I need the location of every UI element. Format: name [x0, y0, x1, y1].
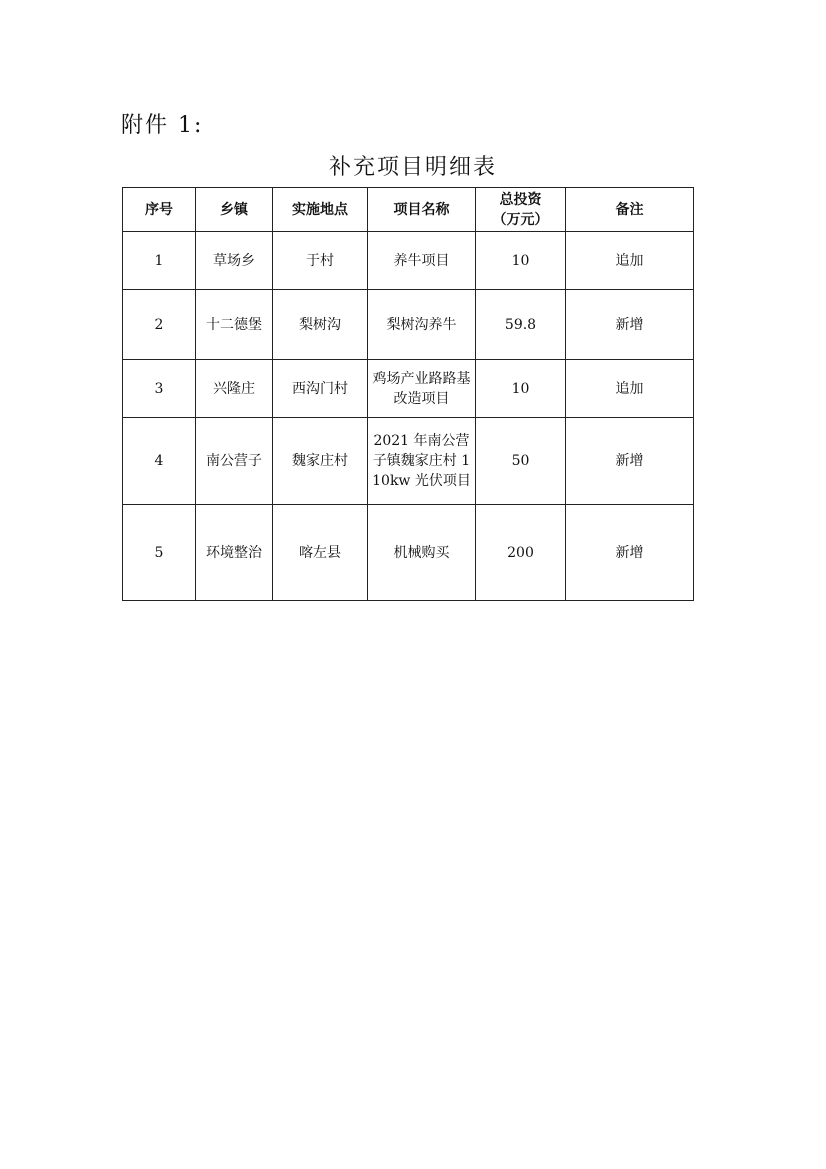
cell-project-name: 鸡场产业路路基改造项目	[368, 360, 476, 418]
cell-investment: 50	[476, 418, 566, 505]
header-investment-line1: 总投资	[499, 191, 542, 208]
cell-site: 梨树沟	[273, 290, 368, 360]
header-no: 序号	[123, 188, 196, 232]
cell-project-name: 养牛项目	[368, 232, 476, 290]
cell-site: 喀左县	[273, 505, 368, 601]
cell-remark: 追加	[566, 232, 694, 290]
cell-investment: 59.8	[476, 290, 566, 360]
header-town: 乡镇	[196, 188, 273, 232]
header-project-name: 项目名称	[368, 188, 476, 232]
cell-project-name: 机械购买	[368, 505, 476, 601]
cell-town: 南公营子	[196, 418, 273, 505]
header-investment	[476, 188, 566, 232]
cell-no: 2	[123, 290, 196, 360]
cell-no: 1	[123, 232, 196, 290]
cell-remark: 追加	[566, 360, 694, 418]
table-row	[123, 232, 694, 290]
table-header-row	[123, 188, 694, 232]
cell-remark: 新增	[566, 505, 694, 601]
project-detail-table	[122, 187, 694, 601]
table-row	[123, 418, 694, 505]
cell-site: 魏家庄村	[273, 418, 368, 505]
header-site: 实施地点	[273, 188, 368, 232]
page-title: 补充项目明细表	[328, 155, 497, 180]
table-row	[123, 290, 694, 360]
cell-town: 兴隆庄	[196, 360, 273, 418]
cell-investment: 10	[476, 360, 566, 418]
header-remark: 备注	[566, 188, 694, 232]
table-row	[123, 505, 694, 601]
cell-no: 4	[123, 418, 196, 505]
cell-project-name: 梨树沟养牛	[368, 290, 476, 360]
table-row	[123, 360, 694, 418]
cell-no: 5	[123, 505, 196, 601]
cell-town: 十二德堡	[196, 290, 273, 360]
cell-investment: 10	[476, 232, 566, 290]
cell-remark: 新增	[566, 290, 694, 360]
cell-investment: 200	[476, 505, 566, 601]
cell-project-name: 2021 年南公营子镇魏家庄村 110kw 光伏项目	[368, 418, 476, 505]
header-investment-line2: （万元）	[492, 211, 549, 228]
cell-no: 3	[123, 360, 196, 418]
attachment-label: 附件 1:	[121, 113, 204, 138]
cell-site: 西沟门村	[273, 360, 368, 418]
cell-town: 草场乡	[196, 232, 273, 290]
cell-remark: 新增	[566, 418, 694, 505]
cell-town: 环境整治	[196, 505, 273, 601]
cell-site: 于村	[273, 232, 368, 290]
